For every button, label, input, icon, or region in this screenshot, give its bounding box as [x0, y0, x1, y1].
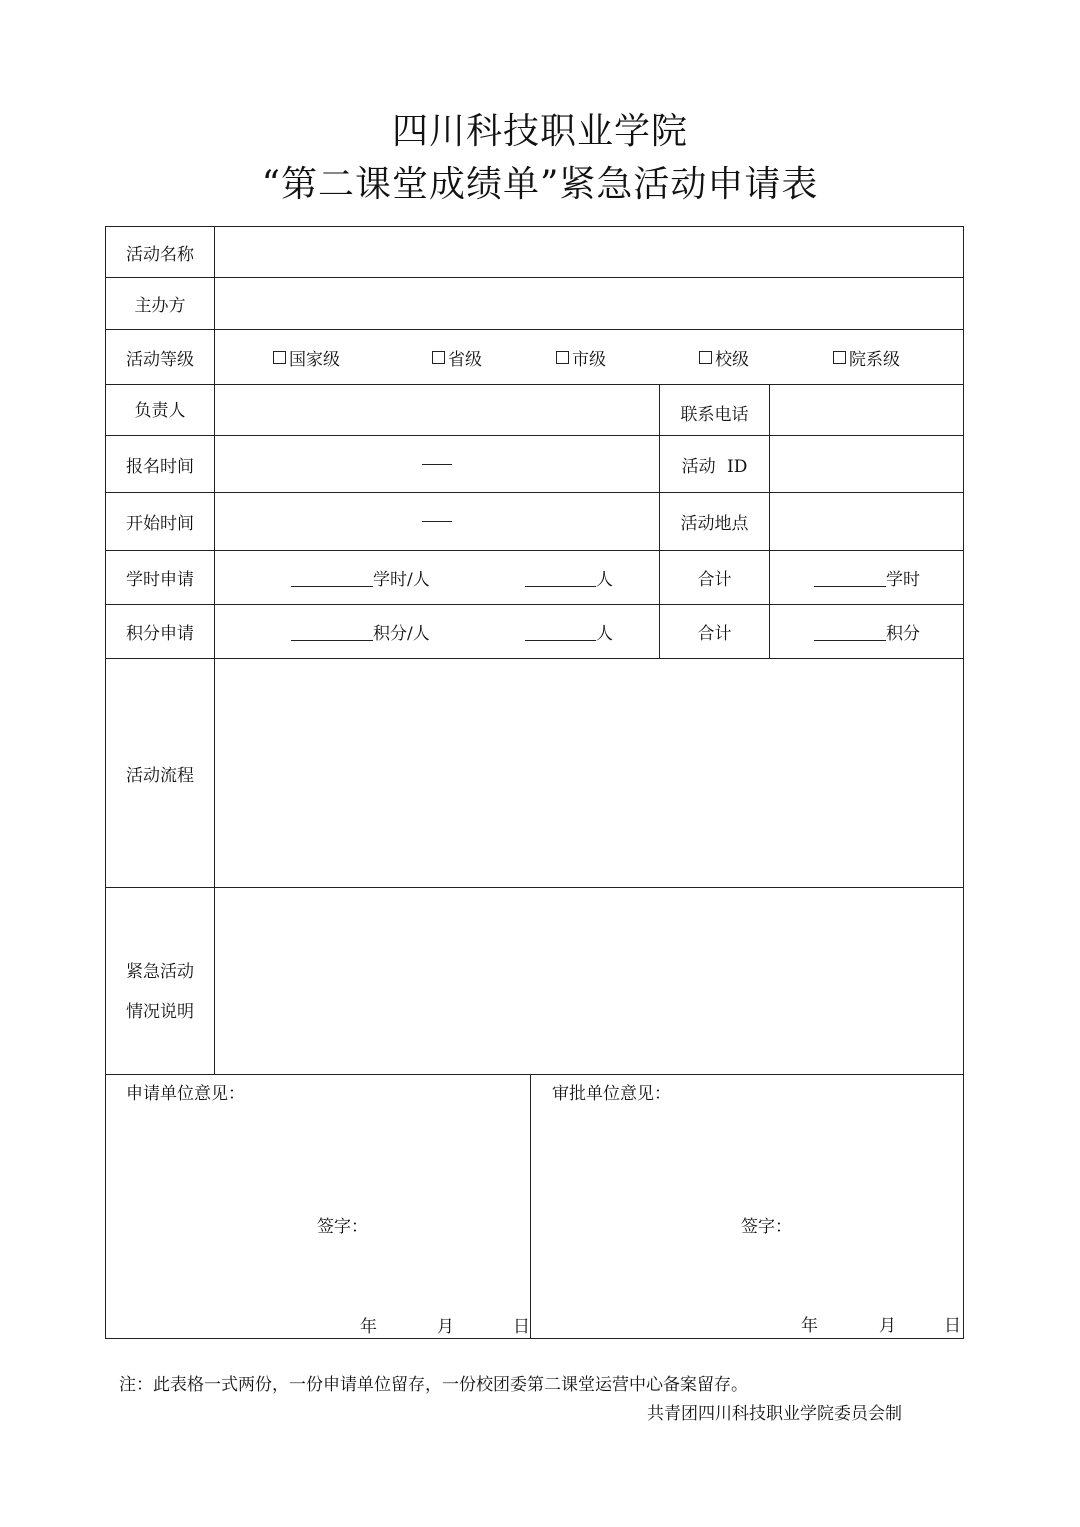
applicant-signature-label: 签字：: [317, 1217, 368, 1237]
leader-field[interactable]: [215, 385, 659, 435]
points-persons-field[interactable]: 人: [525, 605, 613, 658]
approver-signature-label: 签字：: [741, 1217, 792, 1237]
leader-label: 负责人: [134, 400, 186, 421]
signup-time-field[interactable]: [215, 436, 659, 492]
start-time-field[interactable]: [215, 493, 659, 550]
approver-date-day: 日: [944, 1316, 961, 1336]
footer-note: 注：此表格一式两份，一份申请单位留存，一份校团委第二课堂运营中心备案留存。: [119, 1375, 748, 1395]
hours-total-label: 合计: [697, 570, 732, 590]
applicant-date-day: 日: [513, 1317, 530, 1337]
level-option-provincial[interactable]: 省级: [432, 330, 482, 384]
checkbox-icon[interactable]: [833, 351, 846, 364]
applicant-opinion-label: 申请单位意见：: [126, 1084, 245, 1104]
phone-field[interactable]: [770, 385, 963, 435]
points-total-label: 合计: [697, 624, 732, 644]
level-option-national[interactable]: 国家级: [273, 330, 340, 384]
urgent-label-line2: 情况说明: [126, 1002, 194, 1022]
range-dash: [422, 521, 452, 522]
page-subtitle: “第二课堂成绩单”紧急活动申请表: [261, 164, 819, 205]
hours-total-field[interactable]: 学时: [814, 551, 920, 604]
level-label: 活动等级: [126, 349, 194, 370]
signup-time-label: 报名时间: [126, 456, 194, 477]
urgent-description-field[interactable]: [215, 888, 963, 1074]
process-field[interactable]: [215, 659, 963, 887]
approver-opinion-label: 审批单位意见：: [552, 1084, 671, 1104]
range-dash: [422, 464, 452, 465]
activity-id-field[interactable]: [770, 436, 963, 492]
level-option-city[interactable]: 市级: [556, 330, 606, 384]
applicant-date-month: 月: [437, 1317, 454, 1337]
start-time-label: 开始时间: [126, 514, 194, 534]
organizer-label: 主办方: [134, 296, 186, 316]
approver-date-month: 月: [879, 1316, 896, 1336]
applicant-date-year: 年: [360, 1317, 377, 1337]
hours-per-person-field[interactable]: 学时/人: [291, 551, 430, 604]
location-field[interactable]: [770, 493, 963, 550]
points-per-person-field[interactable]: 积分/人: [291, 605, 430, 658]
activity-name-label: 活动名称: [126, 244, 194, 265]
hours-label: 学时申请: [126, 570, 194, 590]
application-form: [105, 226, 964, 1339]
level-option-department[interactable]: 院系级: [833, 330, 900, 384]
checkbox-icon[interactable]: [432, 351, 445, 364]
location-label: 活动地点: [680, 514, 749, 534]
checkbox-icon[interactable]: [699, 351, 712, 364]
approver-date-year: 年: [801, 1316, 818, 1336]
phone-label: 联系电话: [680, 404, 749, 425]
footer-issuer: 共青团四川科技职业学院委员会制: [647, 1404, 902, 1424]
checkbox-icon[interactable]: [273, 351, 286, 364]
points-label: 积分申请: [126, 624, 194, 644]
checkbox-icon[interactable]: [556, 351, 569, 364]
process-label: 活动流程: [126, 765, 194, 786]
urgent-label-line1: 紧急活动: [126, 962, 194, 982]
level-option-school[interactable]: 校级: [699, 330, 749, 384]
activity-id-label: 活动 ID: [681, 456, 748, 477]
organizer-field[interactable]: [215, 278, 963, 329]
page-title: 四川科技职业学院: [391, 111, 688, 152]
points-total-field[interactable]: 积分: [814, 605, 920, 658]
activity-name-field[interactable]: [215, 227, 963, 277]
hours-persons-field[interactable]: 人: [525, 551, 613, 604]
